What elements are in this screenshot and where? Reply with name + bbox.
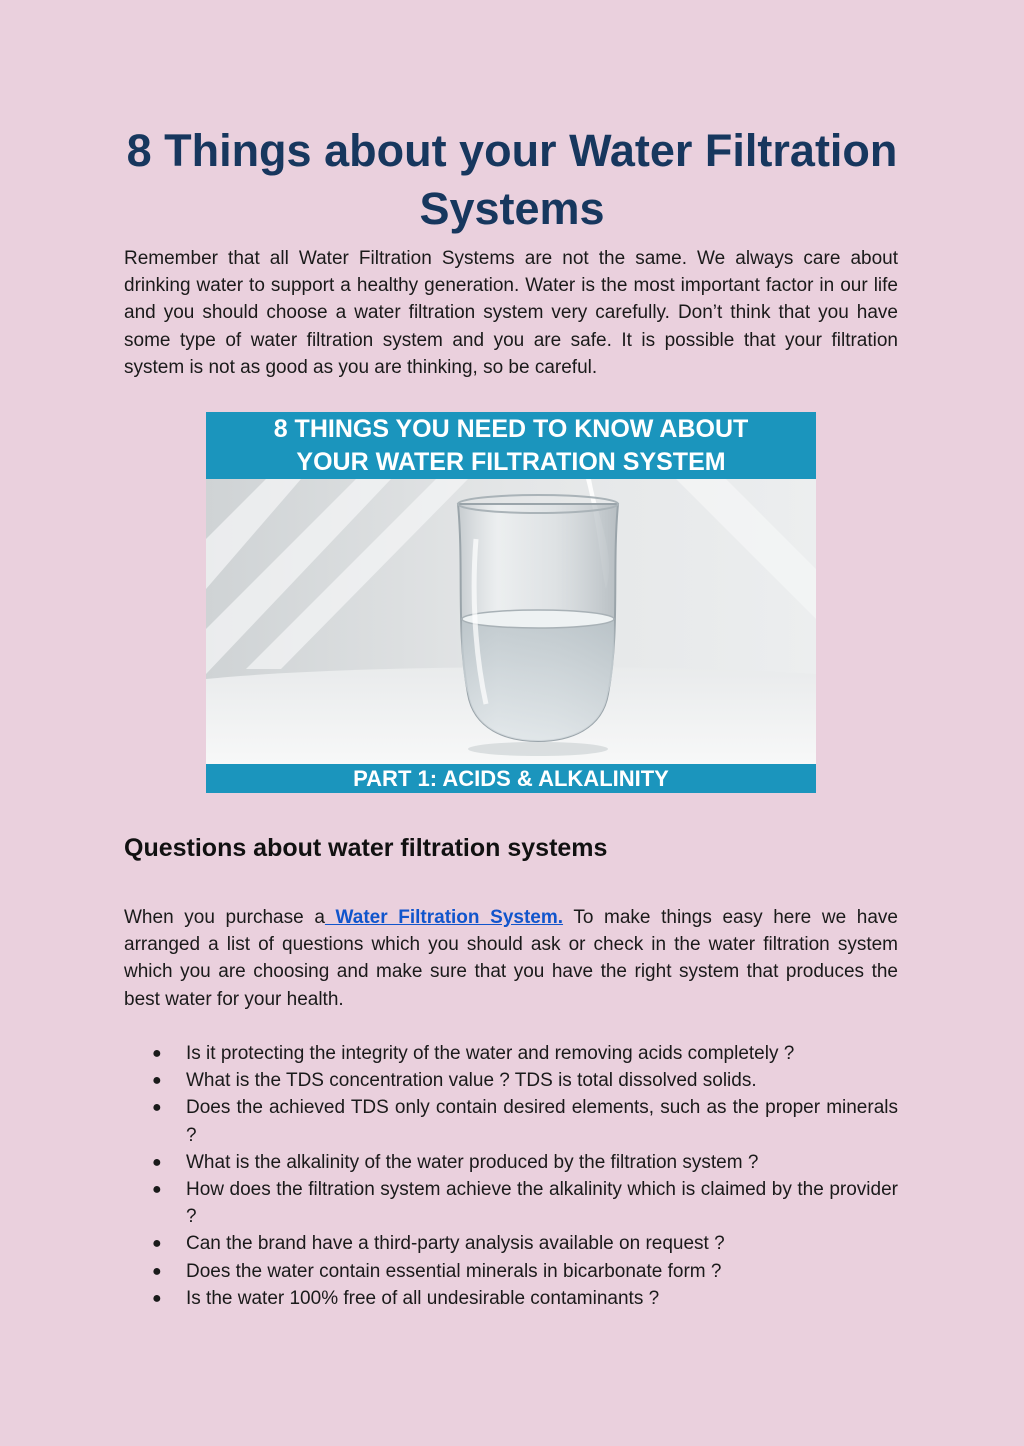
question-item — [124, 1176, 898, 1230]
question-text: Does the water contain essential minerals in bicarbonate form ? — [186, 1260, 722, 1282]
water-filtration-system-link[interactable]: Water Filtration System. — [324, 907, 564, 928]
questions-list — [124, 1040, 898, 1312]
bullet-point: ● — [152, 1099, 162, 1117]
question-item — [124, 1258, 898, 1285]
question-text: Can the brand have a third-party analysis available on request ? — [186, 1233, 725, 1255]
bullet-point: ● — [152, 1045, 162, 1062]
purchase-text-after-link: To make things easy here we have arranged a list of questions which you should ask or check in the water filtration system which you are choosing and make sure that you have the right system that produces the best water for your health. — [124, 907, 898, 1010]
page-title: 8 Things about your Water Filtration Systems — [126, 125, 898, 234]
hero-top-banner — [206, 412, 816, 479]
question-text: What is the TDS concentration value ? TDS is total dissolved solids. — [186, 1070, 757, 1092]
question-item — [124, 1230, 898, 1257]
hero-top-line-1: 8 THINGS YOU NEED TO KNOW ABOUT — [273, 414, 749, 443]
question-item — [124, 1149, 898, 1176]
bullet-point: ● — [152, 1181, 162, 1199]
bullet-point: ● — [152, 1235, 162, 1253]
hero-top-line-2: YOUR WATER FILTRATION SYSTEM — [296, 447, 726, 476]
question-text: How does the filtration system achieve the alkalinity which is claimed by the provider ? — [186, 1179, 898, 1228]
question-item — [124, 1285, 898, 1312]
question-text: What is the alkalinity of the water produced by the filtration system ? — [186, 1151, 759, 1173]
question-item — [124, 1040, 898, 1067]
water-glass-illustration — [206, 479, 816, 764]
bullet-point: ● — [152, 1072, 162, 1090]
purchase-paragraph — [124, 904, 898, 1013]
question-text: Does the achieved TDS only contain desired elements, such as the proper minerals ? — [186, 1097, 898, 1146]
purchase-text-before-link: When you purchase a — [124, 907, 325, 928]
intro-paragraph: Remember that all Water Filtration Systems are not the same. We always care about drinking water to support a healthy generation. Water is the most important factor in our life and you should choose a water filtration system very carefully. Don’t think that you have some type of water filtration system and you are safe. It is possible that your filtration system is not as good as you are thinking, so be careful. — [124, 248, 898, 378]
bullet-point: ● — [152, 1262, 162, 1280]
question-item — [124, 1094, 898, 1148]
bullet-point: ● — [152, 1289, 162, 1307]
bullet-point: ● — [152, 1153, 162, 1171]
section-heading: Questions about water filtration systems — [124, 834, 608, 862]
question-text: Is the water 100% free of all undesirable contaminants ? — [186, 1287, 660, 1309]
hero-image — [206, 412, 816, 793]
question-text: Is it protecting the integrity of the water and removing acids completely ? — [186, 1043, 795, 1064]
hero-bottom-banner: PART 1: ACIDS & ALKALINITY — [206, 764, 816, 793]
question-item — [124, 1067, 898, 1094]
